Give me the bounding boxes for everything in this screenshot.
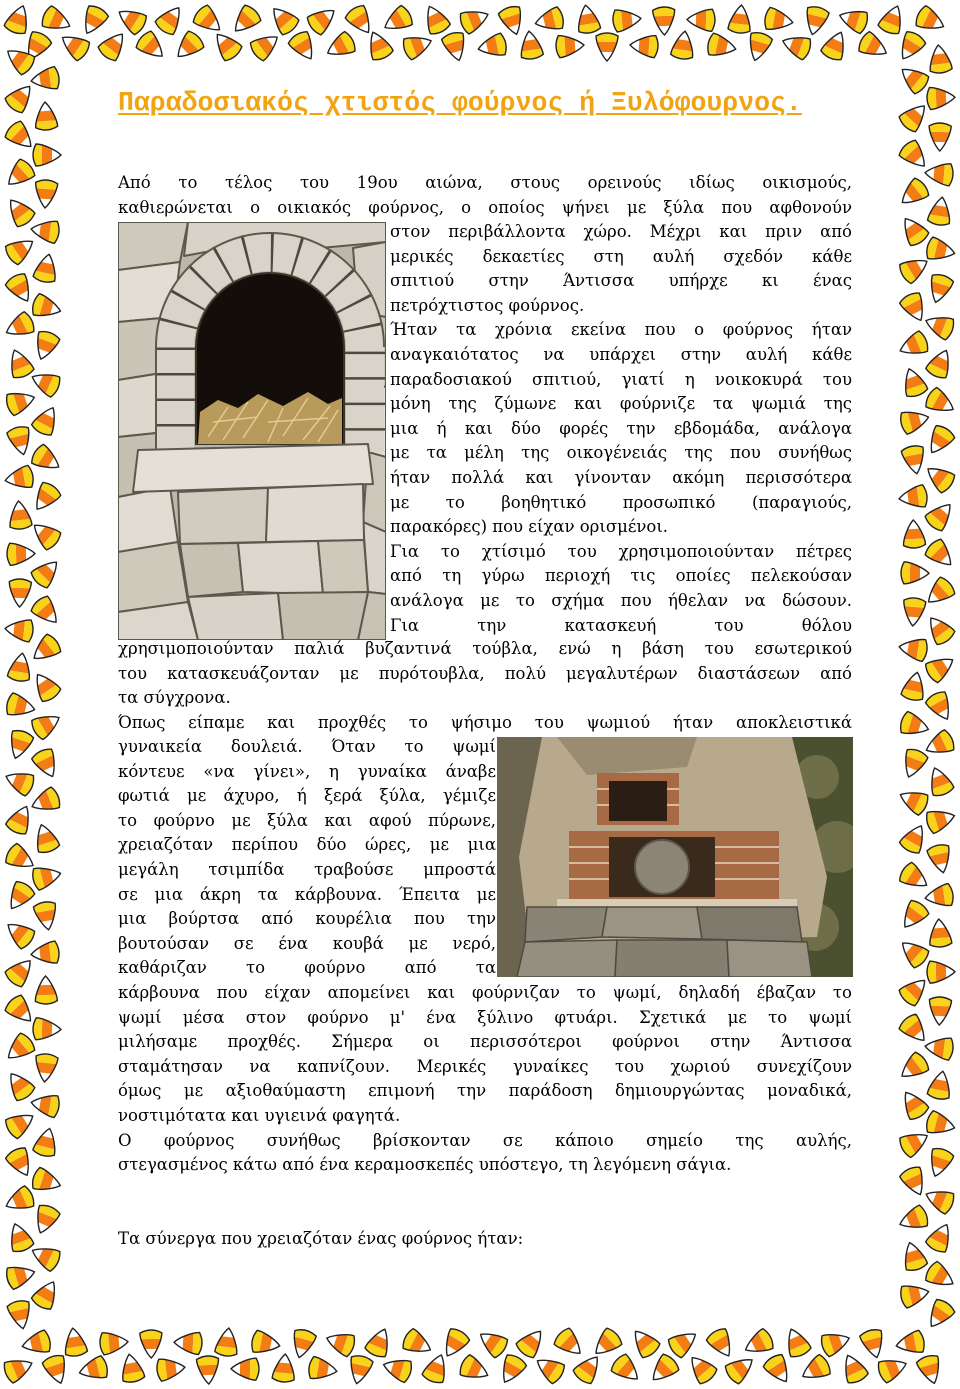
candy-corn-decoration xyxy=(300,1,342,41)
candy-corn-decoration xyxy=(75,1353,114,1385)
candy-corn-decoration xyxy=(6,499,33,535)
candy-corn-decoration xyxy=(605,1348,646,1388)
candy-corn-decoration xyxy=(901,592,928,628)
candy-corn-decoration xyxy=(758,1347,797,1389)
candy-corn-decoration xyxy=(893,708,933,741)
bottom-paragraph xyxy=(118,981,852,1178)
candy-corn-decoration xyxy=(0,989,40,1030)
candy-corn-decoration xyxy=(726,3,753,39)
text-line: όμως με αξιοθαύμαστη επιμονή την παράδοση δημιουργώντας μοναδικά, xyxy=(118,1081,852,1101)
candy-corn-decoration xyxy=(898,1238,931,1278)
text-line: σταμάτησαν να καπνίζουν. Μερικές γυναίκες του χωριού συνεχίζουν xyxy=(118,1056,852,1076)
candy-corn-decoration xyxy=(25,590,66,631)
candy-corn-decoration xyxy=(26,1239,67,1275)
candy-corn-decoration xyxy=(150,0,189,42)
candy-corn-decoration xyxy=(0,1260,39,1292)
candy-corn-decoration xyxy=(19,24,57,65)
candy-corn-decoration xyxy=(922,881,959,910)
candy-corn-decoration xyxy=(287,1323,319,1362)
candy-corn-decoration xyxy=(0,839,40,877)
candy-corn-decoration xyxy=(1,1066,40,1108)
candy-corn-decoration xyxy=(264,0,305,41)
stone-oven-photo xyxy=(118,222,386,640)
intro-paragraph xyxy=(118,171,852,220)
candy-corn-decoration xyxy=(894,933,935,973)
text-line: Για το χτίσιμό του χρησιμοποιούνταν πέτρες xyxy=(390,541,852,561)
candy-corn-decoration xyxy=(607,6,643,33)
candy-corn-decoration xyxy=(33,174,59,210)
candy-corn-decoration xyxy=(857,1323,889,1362)
candy-corn-decoration xyxy=(817,27,853,68)
candy-corn-decoration xyxy=(25,553,66,594)
candy-corn-decoration xyxy=(30,820,63,860)
candy-corn-decoration xyxy=(661,1324,703,1363)
candy-corn-decoration xyxy=(895,819,932,860)
candy-corn-decoration xyxy=(517,28,545,65)
candy-corn-decoration xyxy=(894,405,933,437)
candy-corn-decoration xyxy=(4,420,36,459)
candy-corn-decoration xyxy=(213,1326,241,1363)
candy-corn-decoration xyxy=(894,1280,933,1311)
candy-corn-decoration xyxy=(26,861,65,893)
text-line: κάρβουνα που είχαν απομείνει και φούρνιζαν το ψωμί, δηλαδή έβαζαν το xyxy=(118,983,852,1002)
candy-corn-decoration xyxy=(923,1141,957,1181)
candy-corn-decoration xyxy=(418,0,454,41)
candy-corn-decoration xyxy=(530,1350,572,1389)
candy-corn-decoration xyxy=(897,483,934,511)
text-line: κόντευε «να γίνει», η γυναίκα άναβε xyxy=(118,761,496,781)
candy-corn-decoration xyxy=(924,267,957,307)
candy-corn-decoration xyxy=(901,518,927,553)
candy-corn-decoration xyxy=(923,763,958,803)
candy-corn-decoration xyxy=(0,1105,40,1143)
candy-corn-decoration xyxy=(669,28,697,65)
text-line: Ο φούρνος συνήθως βρίσκονταν σε κάποιο σημείο της αυλής, xyxy=(118,1130,852,1150)
candy-corn-decoration xyxy=(895,327,936,362)
text-line: ανάλογα με το σχήμα που ήθελαν να δώσουν. xyxy=(390,590,852,610)
text-line: Τα σύνεργα που χρειαζόταν ένας φούρνος ήταν: xyxy=(118,1229,524,1248)
text-line: πετρόχτιστος φούρνος. xyxy=(390,295,585,315)
candy-corn-decoration xyxy=(923,1034,960,1062)
candy-corn-decoration xyxy=(921,85,956,111)
candy-corn-decoration xyxy=(29,324,63,364)
candy-corn-decoration xyxy=(758,5,796,35)
page-title: Παραδοσιακός χτιστός φούρνος ή Ξυλόφουρνος. xyxy=(118,88,802,118)
candy-corn-decoration xyxy=(796,1350,837,1387)
text-line: μια βούρτσα από κουρέλια που την xyxy=(118,909,496,929)
candy-corn-decoration xyxy=(573,2,603,40)
candy-corn-decoration xyxy=(893,971,934,1012)
text-line: τα σύγχρονα. xyxy=(118,688,231,708)
right-column-text xyxy=(390,220,852,638)
candy-corn-decoration xyxy=(0,386,39,419)
candy-corn-decoration xyxy=(800,0,832,38)
candy-corn-decoration xyxy=(686,7,721,32)
candy-corn-decoration xyxy=(894,783,935,819)
candy-corn-decoration xyxy=(927,917,954,953)
candy-corn-decoration xyxy=(874,1,909,42)
candy-corn-decoration xyxy=(3,616,39,643)
text-line: σε μια άκρη τα κάρβουνα. Έπειτα με xyxy=(118,884,496,904)
candy-corn-decoration xyxy=(894,172,936,212)
candy-corn-decoration xyxy=(33,975,58,1010)
candy-corn-decoration xyxy=(361,1324,396,1365)
candy-corn-decoration xyxy=(418,1350,453,1389)
candy-corn-decoration xyxy=(27,475,66,517)
candy-corn-decoration xyxy=(26,628,68,668)
candy-corn-decoration xyxy=(1,800,37,841)
candy-corn-decoration xyxy=(61,1325,90,1362)
candy-corn-decoration xyxy=(893,97,934,138)
candy-corn-decoration xyxy=(532,4,571,36)
candy-corn-decoration xyxy=(548,1322,589,1363)
candy-corn-decoration xyxy=(814,1326,854,1360)
candy-corn-decoration xyxy=(27,742,63,783)
text-line: Ήταν τα χρόνια εκείνα που ο φούρνος ήταν xyxy=(390,320,852,340)
candy-corn-decoration xyxy=(0,231,40,270)
candy-corn-decoration xyxy=(919,496,959,537)
candy-corn-decoration xyxy=(117,1351,147,1389)
candy-corn-decoration xyxy=(55,27,97,66)
candy-corn-decoration xyxy=(2,541,37,566)
text-line: του κατασκευάζονταν με πυρότουβλα, πολύ μεγαλυτέρων διαστάσεων από xyxy=(118,663,852,683)
text-line: αναγκαιότατος να υπάρχει στην αυλή κάθε xyxy=(390,344,852,364)
candy-corn-decoration xyxy=(436,1321,474,1363)
candy-corn-decoration xyxy=(151,1355,188,1383)
candy-corn-decoration xyxy=(208,26,248,67)
candy-corn-decoration xyxy=(644,1348,685,1389)
candy-corn-decoration xyxy=(379,1353,419,1386)
candy-corn-decoration xyxy=(926,43,954,80)
candy-corn-decoration xyxy=(892,250,934,288)
candy-corn-decoration xyxy=(112,1,154,39)
candy-corn-decoration xyxy=(918,1256,960,1294)
candy-corn-decoration xyxy=(39,1348,73,1388)
candy-corn-decoration xyxy=(27,366,68,402)
candy-corn-decoration xyxy=(28,1016,63,1041)
text-line: στον περιβάλλοντα χώρο. Μέχρι και πριν από xyxy=(390,222,852,241)
candy-corn-decoration xyxy=(922,960,956,985)
candy-corn-decoration xyxy=(928,118,953,152)
candy-corn-decoration xyxy=(894,60,936,100)
candy-corn-decoration xyxy=(895,1201,935,1236)
text-line: Από το τέλος του 19ου αιώνα, στους ορεινούς ιδίως οικισμούς, xyxy=(118,173,852,192)
candy-corn-decoration xyxy=(921,610,960,652)
candy-corn-decoration xyxy=(898,669,929,708)
candy-corn-decoration xyxy=(895,893,935,935)
candy-corn-decoration xyxy=(0,1027,41,1067)
candy-corn-decoration xyxy=(1,1140,38,1181)
candy-corn-decoration xyxy=(682,1349,722,1389)
candy-corn-decoration xyxy=(340,0,379,40)
candy-corn-decoration xyxy=(836,1349,872,1389)
candy-corn-decoration xyxy=(24,707,65,745)
candy-corn-decoration xyxy=(0,153,41,194)
candy-corn-decoration xyxy=(871,1352,911,1387)
candy-corn-decoration xyxy=(33,100,59,136)
candy-corn-decoration xyxy=(270,1352,297,1388)
candy-corn-decoration xyxy=(396,1324,437,1361)
candy-corn-decoration xyxy=(893,1008,933,1049)
text-line: με τα μέλη της οικογένειάς της που συνήθως xyxy=(390,443,852,463)
text-line: Όπως είπαμε και προχθές το ψήσιμο του ψωμιού ήταν αποκλειστικά xyxy=(118,712,852,732)
candy-corn-decoration xyxy=(895,211,934,253)
candy-corn-decoration xyxy=(31,251,62,289)
candy-corn-decoration xyxy=(927,991,953,1026)
candy-corn-decoration xyxy=(922,344,958,385)
candy-corn-decoration xyxy=(130,25,171,66)
candy-corn-decoration xyxy=(453,3,494,38)
candy-corn-decoration xyxy=(5,650,35,688)
candy-corn-decoration xyxy=(28,143,62,167)
candy-corn-decoration xyxy=(893,134,934,175)
candy-corn-decoration xyxy=(921,1183,960,1218)
candy-corn-decoration xyxy=(195,1350,221,1385)
text-line: καθάριζαν το φούρνο από τα xyxy=(118,958,496,978)
candy-corn-decoration xyxy=(0,307,41,343)
candy-corn-decoration xyxy=(396,29,436,63)
candy-corn-decoration xyxy=(920,459,960,499)
candy-corn-decoration xyxy=(27,783,68,818)
candy-corn-decoration xyxy=(94,1330,130,1357)
candy-corn-decoration xyxy=(302,1354,339,1383)
text-line: χρησιμοποιούνταν παλιά βυζαντινά τούβλα, ενώ η βάση του εσωτερικού xyxy=(118,639,852,658)
candy-corn-decoration xyxy=(1,1182,42,1218)
candy-corn-decoration xyxy=(322,1326,362,1360)
candy-corn-decoration xyxy=(226,0,267,40)
candy-corn-decoration xyxy=(835,4,875,37)
text-line: μεγάλη τσιμπίδα τραβούσε μπροστά xyxy=(118,859,496,879)
text-line: παρακόρες) που είχαν ορισμένοι. xyxy=(390,517,669,537)
candy-corn-decoration xyxy=(25,1164,65,1197)
candy-corn-decoration xyxy=(494,1347,531,1388)
candy-corn-decoration xyxy=(651,2,676,37)
candy-corn-decoration xyxy=(32,1048,59,1084)
candy-corn-decoration xyxy=(923,161,959,188)
candy-corn-decoration xyxy=(587,1322,628,1363)
plastered-oven-photo xyxy=(497,737,853,977)
candy-corn-decoration xyxy=(76,0,113,40)
text-line: χρειαζόταν περίπου δύο ώρες, με μια xyxy=(118,835,496,855)
text-line: σπιτιού στην Άντισσα υπήρχε κι ένας xyxy=(390,271,852,291)
text-line: ψωμί μέσα στον φούρνο μ' ένα ξύλινο φτυάρι. Σχετικά με το ψωμί xyxy=(118,1007,852,1027)
candy-corn-decoration xyxy=(230,1357,264,1382)
candy-corn-decoration xyxy=(895,1085,934,1127)
text-line: στεγασμένος κάτω από ένα κεραμοσκεπές υπόστεγο, τη λεγόμενη σάγια. xyxy=(118,1155,732,1175)
text-line: φωτιά με άχυρο, ή ξερά ξύλα, γέμιζε xyxy=(118,786,496,806)
candy-corn-decoration xyxy=(893,1328,931,1358)
candy-corn-decoration xyxy=(378,1,419,39)
text-line: το φούρνο με ξύλα και αφού πύρωνε, xyxy=(118,810,496,830)
candy-corn-decoration xyxy=(897,742,932,782)
candy-corn-decoration xyxy=(362,27,398,68)
candy-corn-decoration xyxy=(921,1218,958,1259)
candy-corn-decoration xyxy=(25,291,64,323)
candy-corn-decoration xyxy=(909,1,950,37)
candy-corn-decoration xyxy=(919,533,960,574)
text-line: μιλήσαμε προχθές. Σήμερα οι περισσότεροι φούρνοι στην Άντισσα xyxy=(118,1032,852,1052)
candy-corn-decoration xyxy=(918,383,959,420)
candy-corn-decoration xyxy=(1,1,35,41)
candy-corn-decoration xyxy=(921,418,960,460)
candy-corn-decoration xyxy=(29,939,65,966)
closing-paragraph xyxy=(118,1227,852,1252)
text-line: βουτούσαν σε ένα κουβά με νερό, xyxy=(118,933,496,953)
candy-corn-decoration xyxy=(473,1324,515,1363)
candy-corn-decoration xyxy=(0,78,39,119)
candy-corn-decoration xyxy=(19,1327,58,1358)
candy-corn-decoration xyxy=(0,690,38,722)
candy-corn-decoration xyxy=(439,25,471,64)
candy-corn-decoration xyxy=(92,26,132,68)
middle-paragraph xyxy=(118,637,852,735)
text-line: μερικές δεκαετίες στη αυλή σχεδόν κάθε xyxy=(390,246,852,266)
candy-corn-decoration xyxy=(24,439,66,477)
candy-corn-decoration xyxy=(628,33,664,59)
candy-corn-decoration xyxy=(495,0,528,39)
candy-corn-decoration xyxy=(780,1324,815,1365)
text-line: παραδοσιακού σπιτιού, γιατί η νοικοκυρά του xyxy=(390,369,852,389)
candy-corn-decoration xyxy=(1,266,39,307)
candy-corn-decoration xyxy=(27,1275,65,1316)
candy-corn-decoration xyxy=(896,1160,932,1201)
text-line: με το βοηθητικό προσωπικό (παραγιούς, xyxy=(390,492,852,512)
candy-corn-decoration xyxy=(550,33,586,59)
candy-corn-decoration xyxy=(0,41,42,80)
candy-corn-decoration xyxy=(26,516,67,556)
candy-corn-decoration xyxy=(510,1323,550,1365)
candy-corn-decoration xyxy=(245,1328,283,1358)
candy-corn-decoration xyxy=(626,1323,666,1365)
candy-corn-decoration xyxy=(921,309,960,344)
candy-corn-decoration xyxy=(568,1349,608,1389)
text-line: καθιερώνεται ο οικιακός φούρνος, ο οποίος ψήνει με ξύλα που αφθονούν xyxy=(118,197,852,217)
text-line: νοστιμότατα και υγιεινά φαγητά. xyxy=(118,1105,401,1125)
candy-corn-decoration xyxy=(743,25,775,64)
candy-corn-decoration xyxy=(1,765,42,800)
candy-corn-decoration xyxy=(29,1198,64,1239)
candy-corn-decoration xyxy=(921,1292,960,1334)
candy-corn-decoration xyxy=(895,286,932,327)
candy-corn-decoration xyxy=(913,1348,946,1388)
candy-corn-decoration xyxy=(3,345,38,386)
candy-corn-decoration xyxy=(920,571,960,611)
candy-corn-decoration xyxy=(851,27,892,64)
candy-corn-decoration xyxy=(924,838,955,877)
text-line: γυναικεία δουλειά. Όταν το ψωμί xyxy=(118,737,496,756)
candy-corn-decoration xyxy=(920,726,960,762)
candy-corn-decoration xyxy=(7,574,32,609)
candy-corn-decoration xyxy=(899,439,929,477)
candy-corn-decoration xyxy=(920,234,959,265)
candy-corn-decoration xyxy=(718,1350,760,1389)
candy-corn-decoration xyxy=(321,27,362,64)
candy-corn-decoration xyxy=(1,192,41,234)
candy-corn-decoration xyxy=(0,952,40,993)
candy-corn-decoration xyxy=(243,27,285,66)
candy-corn-decoration xyxy=(920,1108,959,1140)
candy-corn-decoration xyxy=(892,1125,933,1162)
candy-corn-decoration xyxy=(172,1330,207,1356)
candy-corn-decoration xyxy=(921,684,958,725)
text-line: από τη γύρω περιοχή τις οποίες πελεκούσαν xyxy=(390,566,852,586)
candy-corn-decoration xyxy=(778,29,818,63)
candy-corn-decoration xyxy=(5,1294,36,1332)
candy-corn-decoration xyxy=(701,1321,739,1363)
candy-corn-decoration xyxy=(918,649,960,688)
candy-corn-decoration xyxy=(30,1125,62,1164)
candy-corn-decoration xyxy=(919,804,959,837)
candy-corn-decoration xyxy=(925,1068,955,1106)
candy-corn-decoration xyxy=(28,65,65,93)
candy-corn-decoration xyxy=(27,667,66,709)
candy-corn-decoration xyxy=(896,635,933,664)
candy-corn-decoration xyxy=(0,115,40,156)
text-line: Για την κατασκευή του θόλου xyxy=(390,615,852,635)
candy-corn-decoration xyxy=(925,194,954,231)
candy-corn-decoration xyxy=(2,463,40,493)
candy-corn-decoration xyxy=(897,364,931,404)
candy-corn-decoration xyxy=(475,31,513,62)
candy-corn-decoration xyxy=(4,723,37,763)
candy-corn-decoration xyxy=(345,1349,376,1388)
candy-corn-decoration xyxy=(453,1351,494,1387)
candy-corn-decoration xyxy=(739,1324,780,1361)
candy-corn-decoration xyxy=(595,28,619,62)
candy-corn-decoration xyxy=(892,857,934,896)
candy-corn-decoration xyxy=(139,1325,164,1359)
candy-corn-decoration xyxy=(896,561,930,586)
candy-corn-decoration xyxy=(0,1352,37,1387)
candy-corn-decoration xyxy=(894,1047,936,1087)
candy-corn-decoration xyxy=(283,24,321,66)
candy-corn-decoration xyxy=(35,2,76,38)
text-line: μόνη της ζύμωνε και φούρνιζε τα ψωμιά της xyxy=(390,394,852,414)
candy-corn-decoration xyxy=(3,1219,37,1259)
candy-corn-decoration xyxy=(186,0,227,39)
text-line: μια ή και δύο φορές την εβδομάδα, ανάλογα xyxy=(390,418,852,438)
candy-corn-decoration xyxy=(28,1090,66,1120)
candy-corn-decoration xyxy=(27,401,64,442)
left-column-text xyxy=(118,735,496,981)
candy-corn-decoration xyxy=(169,25,210,66)
candy-corn-decoration xyxy=(701,31,739,62)
candy-corn-decoration xyxy=(892,24,930,66)
candy-corn-decoration xyxy=(1,874,40,916)
candy-corn-decoration xyxy=(28,217,65,245)
candy-corn-decoration xyxy=(0,915,42,955)
candy-corn-decoration xyxy=(31,895,61,933)
text-line: ήταν πολλά και γίνονταν ακόμη περισσότερα xyxy=(390,467,852,487)
